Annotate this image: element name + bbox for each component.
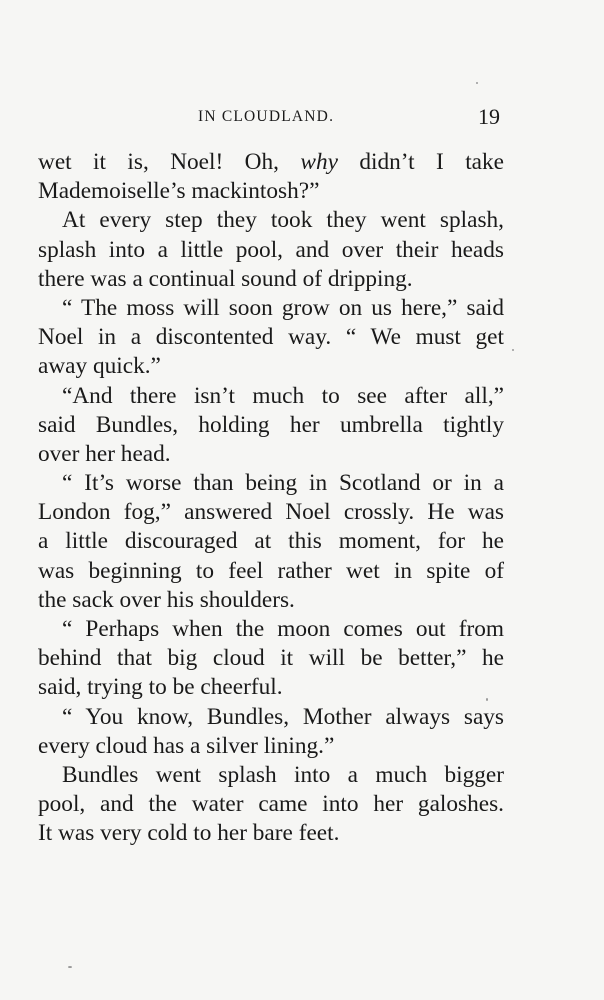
- text-line-main: “And there isn’t much to see after all,”: [62, 382, 504, 409]
- paper-speck: [476, 82, 478, 84]
- text-line: [38, 323, 504, 352]
- text-line: [38, 586, 504, 615]
- text-line: [38, 469, 504, 498]
- running-title: IN CLOUDLAND.: [198, 108, 335, 125]
- text-line-main: “ The moss will soon grow on us here,” said: [62, 294, 504, 321]
- text-line: [38, 615, 504, 644]
- text-line: [38, 382, 504, 411]
- text-line-main: “ Perhaps when the moon comes out from: [62, 616, 504, 642]
- text-line-main: the sack over his shoulders.: [38, 586, 295, 613]
- text-line-main: said, trying to be cheerful.: [38, 674, 283, 701]
- text-line-main: said Bundles, holding her umbrella tightly: [38, 411, 504, 438]
- text-line-main: Noel in a discontented way. “ We must get: [38, 324, 504, 351]
- page-number: 19: [478, 104, 500, 129]
- text-line-main: London fog,” answered Noel crossly. He was: [38, 499, 504, 526]
- text-line-emphasis: why: [300, 149, 338, 175]
- text-line-main: pool, and the water came into her galoshes.: [38, 791, 504, 818]
- text-line: [38, 148, 504, 177]
- paper-speck: [486, 698, 488, 701]
- text-line-main: every cloud has a silver lining.”: [38, 732, 335, 759]
- text-line: [38, 265, 504, 294]
- text-line-main: wet it is, Noel! Oh,: [38, 149, 301, 175]
- text-line-main: Mademoiselle’s mackintosh?”: [38, 178, 320, 205]
- text-line-main: was beginning to feel rather wet in spite of: [38, 557, 504, 584]
- text-line: [38, 236, 504, 265]
- text-line-main: away quick.”: [38, 353, 161, 380]
- text-line: [38, 206, 504, 235]
- text-line: [38, 703, 504, 732]
- text-line: [38, 557, 504, 586]
- text-line-main: there was a continual sound of dripping.: [38, 265, 413, 292]
- text-line: [38, 440, 504, 469]
- paper-speck: [68, 966, 72, 968]
- text-line: [38, 732, 504, 761]
- text-line: [38, 177, 504, 206]
- text-line-main: Bundles went splash into a much bigger: [62, 761, 504, 788]
- text-line-main: over her head.: [38, 440, 171, 467]
- text-line: [38, 819, 504, 848]
- text-line-main: a little discouraged at this moment, for he: [38, 528, 504, 555]
- text-line-main: At every step they took they went splash,: [62, 207, 504, 234]
- text-line: [38, 352, 504, 381]
- body-text: [38, 148, 504, 849]
- text-line-main: splash into a little pool, and over their heads: [38, 236, 504, 263]
- running-head: [0, 104, 604, 134]
- text-line: [38, 761, 504, 790]
- text-line: [38, 294, 504, 323]
- text-line-main: “ You know, Bundles, Mother always says: [62, 703, 504, 730]
- text-line: [38, 673, 504, 702]
- text-line: [38, 411, 504, 440]
- text-line: [38, 527, 504, 556]
- text-line-tail: didn’t I take: [337, 149, 504, 175]
- paper-speck: [512, 349, 514, 351]
- text-line: [38, 644, 504, 673]
- text-line-main: “ It’s worse than being in Scotland or in a: [62, 470, 504, 497]
- text-line-main: It was very cold to her bare feet.: [38, 820, 340, 847]
- text-line: [38, 498, 504, 527]
- text-line: [38, 790, 504, 819]
- text-line-main: behind that big cloud it will be better,” he: [38, 645, 504, 672]
